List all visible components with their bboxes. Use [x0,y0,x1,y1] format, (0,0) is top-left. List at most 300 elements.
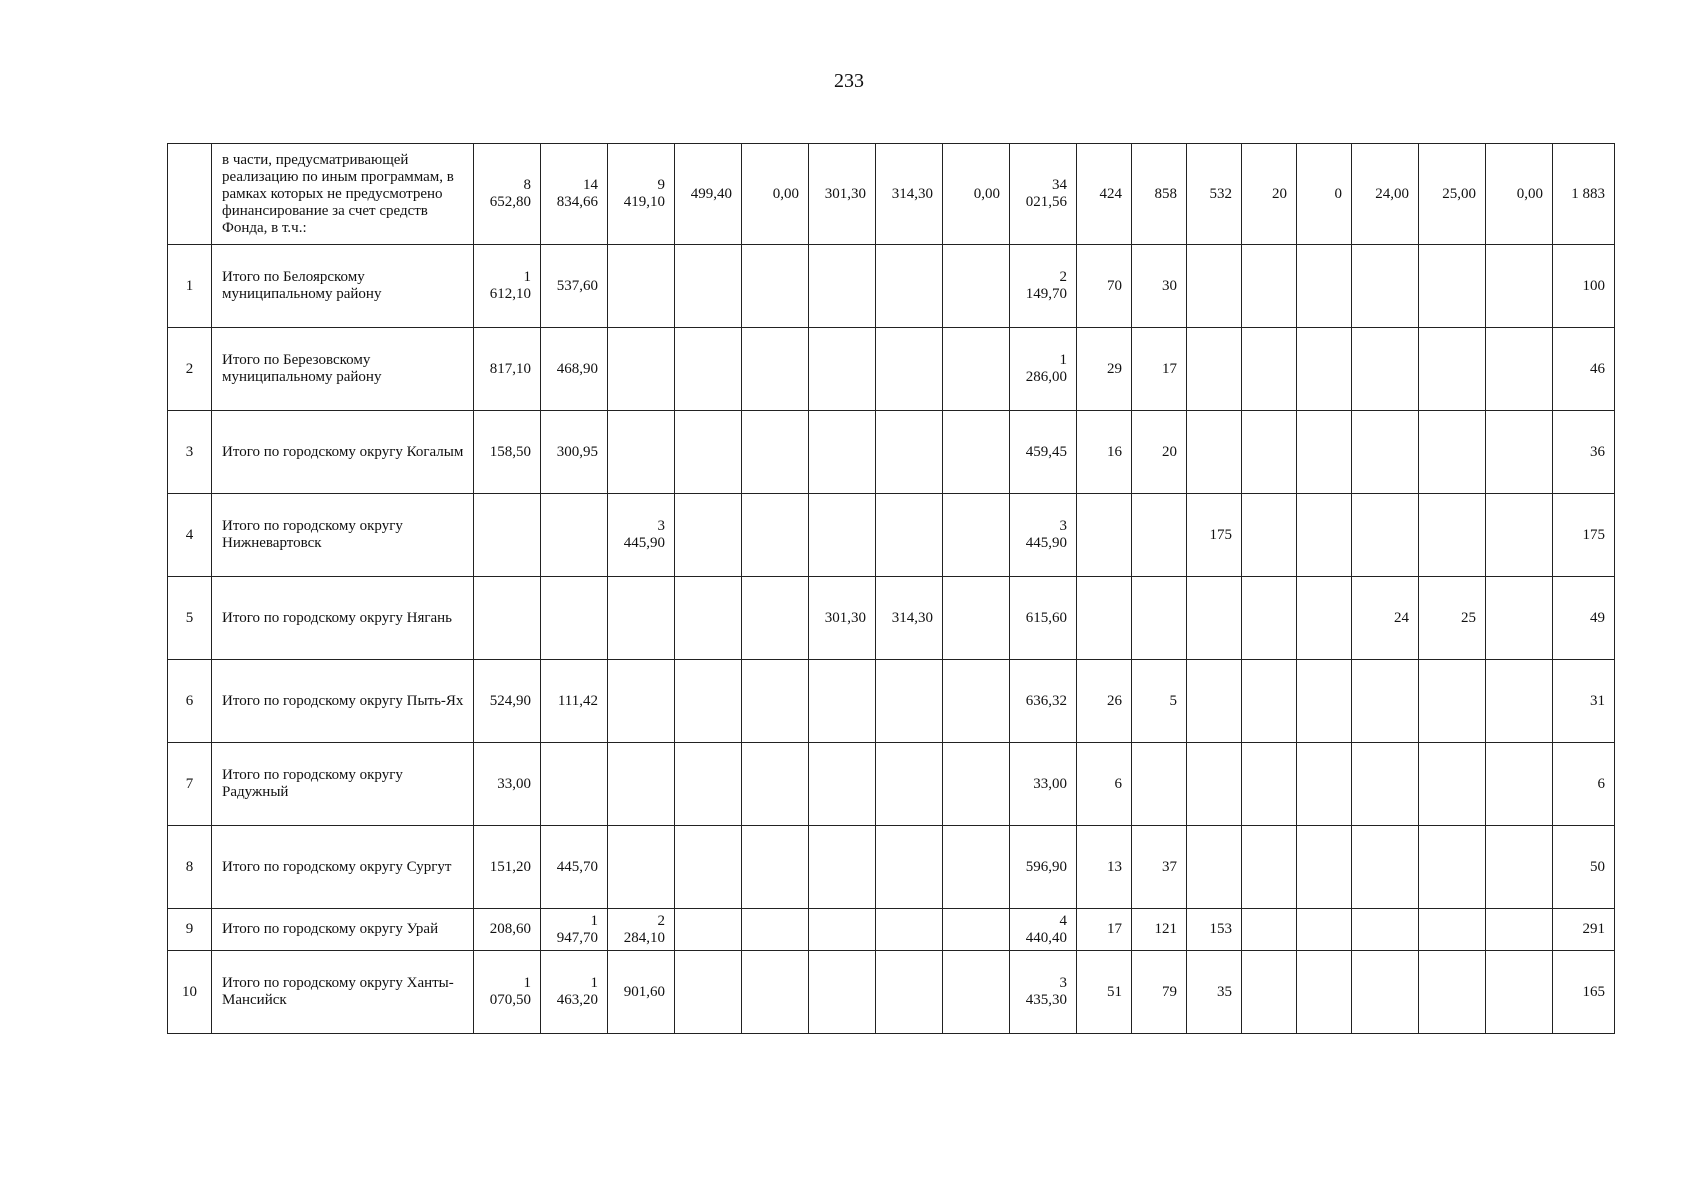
value-text: 532 [1209,185,1232,202]
value-cell-18 [1553,328,1615,411]
value-cell-8 [943,826,1010,909]
value-cell-5 [742,144,809,245]
value-text: 0,00 [1516,185,1543,202]
value-cell-14 [1297,411,1352,494]
value-cell-8 [943,411,1010,494]
value-cell-8 [943,909,1010,951]
value-text: 445,90 [623,535,665,551]
value-cell-3 [608,951,675,1034]
value-cell-9 [1010,826,1077,909]
value-cell-18 [1553,909,1615,951]
row-name: Итого по городскому округу Ханты-Мансийск [212,951,474,1034]
value-cell-12 [1187,951,1242,1034]
value-text: 1 883 [1571,185,1605,202]
value-cell-9 [1010,494,1077,577]
value-cell-14 [1297,144,1352,245]
value-text: 158,50 [489,443,531,460]
value-cell-18 [1553,660,1615,743]
value-cell-16 [1419,743,1486,826]
value-cell-2 [541,411,608,494]
value-cell-11 [1132,826,1187,909]
value-text: 1 [523,269,531,285]
value-text: 33,00 [497,775,531,792]
value-cell-11 [1132,909,1187,951]
value-text: 50 [1590,858,1605,875]
value-text: 20 [1272,185,1287,202]
value-cell-11 [1132,951,1187,1034]
value-cell-6 [809,826,876,909]
value-cell-7 [876,826,943,909]
value-cell-16 [1419,494,1486,577]
value-text: 29 [1107,360,1122,377]
value-cell-8 [943,743,1010,826]
value-cell-3 [608,909,675,951]
value-text: 25,00 [1442,185,1476,202]
value-cell-3 [608,245,675,328]
value-cell-2 [541,743,608,826]
value-cell-1 [474,909,541,951]
value-text: 153 [1209,921,1232,937]
value-cell-14 [1297,245,1352,328]
value-text: 2 [1059,269,1067,285]
value-cell-6 [809,660,876,743]
value-cell-12 [1187,245,1242,328]
value-cell-10 [1077,951,1132,1034]
value-cell-2 [541,577,608,660]
value-cell-9 [1010,660,1077,743]
value-text: 70 [1107,277,1122,294]
value-cell-7 [876,909,943,951]
value-text: 111,42 [557,692,598,709]
value-cell-8 [943,328,1010,411]
value-cell-15 [1352,909,1419,951]
value-cell-14 [1297,328,1352,411]
value-cell-18 [1553,144,1615,245]
value-cell-14 [1297,909,1352,951]
table-row [168,951,1615,1034]
value-text: 46 [1590,360,1605,377]
row-number: 8 [168,826,212,909]
value-cell-4 [675,743,742,826]
row-number: 9 [168,909,212,951]
value-text: 314,30 [891,185,933,202]
value-cell-7 [876,577,943,660]
value-text: 14 [583,177,598,193]
value-cell-5 [742,577,809,660]
value-cell-18 [1553,411,1615,494]
value-text: 17 [1162,360,1177,377]
value-cell-10 [1077,909,1132,951]
value-cell-3 [608,743,675,826]
value-cell-13 [1242,743,1297,826]
value-cell-6 [809,245,876,328]
value-cell-2 [541,245,608,328]
value-text: 947,70 [556,929,598,946]
value-cell-5 [742,826,809,909]
value-text: 16 [1107,443,1122,460]
value-cell-5 [742,411,809,494]
value-cell-7 [876,245,943,328]
value-text: 615,60 [1025,609,1067,626]
value-cell-5 [742,494,809,577]
value-cell-13 [1242,909,1297,951]
value-text: 817,10 [489,360,531,377]
value-cell-9 [1010,411,1077,494]
value-text: 30 [1162,277,1177,294]
value-text: 596,90 [1025,858,1067,875]
value-cell-6 [809,328,876,411]
value-cell-11 [1132,411,1187,494]
value-text: 424 [1099,185,1122,202]
value-cell-13 [1242,494,1297,577]
value-cell-2 [541,328,608,411]
value-cell-11 [1132,494,1187,577]
value-cell-10 [1077,743,1132,826]
value-cell-12 [1187,577,1242,660]
value-text: 499,40 [690,185,732,202]
value-cell-6 [809,411,876,494]
value-cell-12 [1187,411,1242,494]
value-cell-12 [1187,660,1242,743]
value-text: 151,20 [489,858,531,875]
value-cell-12 [1187,494,1242,577]
value-text: 468,90 [556,360,598,377]
value-cell-6 [809,144,876,245]
table-row [168,743,1615,826]
row-name: Итого по городскому округу Нижневартовск [212,494,474,577]
value-text: 314,30 [891,609,933,626]
row-number: 6 [168,660,212,743]
value-cell-10 [1077,577,1132,660]
value-cell-2 [541,826,608,909]
value-cell-7 [876,494,943,577]
value-text: 34 [1052,177,1067,193]
value-text: 291 [1582,921,1605,937]
value-cell-2 [541,909,608,951]
value-cell-7 [876,951,943,1034]
value-text: 445,70 [556,858,598,875]
value-text: 459,45 [1025,443,1067,460]
value-cell-17 [1486,494,1553,577]
value-text: 24 [1394,609,1409,626]
value-text: 2 [657,912,665,929]
value-cell-4 [675,826,742,909]
value-text: 652,80 [489,194,531,210]
row-name: Итого по городскому округу Урай [212,909,474,951]
value-text: 0,00 [973,185,1000,202]
value-cell-11 [1132,743,1187,826]
row-number: 1 [168,245,212,328]
value-cell-6 [809,577,876,660]
value-text: 51 [1107,983,1122,1000]
value-cell-4 [675,577,742,660]
value-text: 6 [1597,775,1605,792]
row-name: в части, предусматривающей реализацию по иным программам, в рамках которых не предусмотрено финансирование за счет средств Фонда, в т.ч.: [212,144,474,245]
value-cell-14 [1297,660,1352,743]
value-cell-14 [1297,577,1352,660]
value-cell-15 [1352,743,1419,826]
value-cell-8 [943,660,1010,743]
value-cell-16 [1419,660,1486,743]
value-text: 36 [1590,443,1605,460]
value-text: 1 [590,912,598,929]
value-text: 175 [1582,526,1605,543]
value-cell-12 [1187,328,1242,411]
value-cell-12 [1187,743,1242,826]
value-text: 858 [1154,185,1177,202]
value-text: 286,00 [1025,369,1067,385]
value-cell-17 [1486,743,1553,826]
value-cell-6 [809,909,876,951]
value-cell-3 [608,328,675,411]
summary-row [168,144,1615,245]
value-cell-3 [608,144,675,245]
value-cell-2 [541,951,608,1034]
row-number [168,144,212,245]
value-cell-17 [1486,577,1553,660]
value-cell-4 [675,909,742,951]
value-cell-9 [1010,951,1077,1034]
value-cell-6 [809,951,876,1034]
value-text: 3 [1059,975,1067,991]
value-cell-18 [1553,826,1615,909]
value-cell-1 [474,951,541,1034]
value-cell-14 [1297,494,1352,577]
value-cell-5 [742,909,809,951]
row-number: 3 [168,411,212,494]
value-cell-15 [1352,144,1419,245]
value-cell-17 [1486,328,1553,411]
value-cell-14 [1297,743,1352,826]
value-text: 901,60 [623,983,665,1000]
value-text: 524,90 [489,692,531,709]
value-text: 100 [1582,277,1605,294]
value-text: 445,90 [1025,535,1067,551]
value-text: 1 [523,975,531,991]
row-number: 10 [168,951,212,1034]
funding-table [167,143,1615,1034]
value-cell-10 [1077,144,1132,245]
value-cell-18 [1553,577,1615,660]
row-name: Итого по городскому округу Пыть-Ях [212,660,474,743]
value-cell-8 [943,577,1010,660]
table-row [168,909,1615,951]
value-cell-15 [1352,577,1419,660]
value-cell-8 [943,494,1010,577]
value-cell-6 [809,494,876,577]
value-cell-8 [943,951,1010,1034]
table-row [168,826,1615,909]
value-cell-4 [675,144,742,245]
value-cell-1 [474,660,541,743]
page-number: 233 [834,70,864,92]
value-text: 35 [1217,983,1232,1000]
value-cell-13 [1242,951,1297,1034]
value-cell-13 [1242,577,1297,660]
value-cell-1 [474,411,541,494]
value-text: 79 [1162,983,1177,1000]
value-text: 149,70 [1025,286,1067,302]
value-text: 440,40 [1025,929,1067,946]
value-text: 208,60 [489,921,531,937]
value-cell-1 [474,743,541,826]
value-cell-10 [1077,411,1132,494]
value-text: 175 [1209,526,1232,543]
value-text: 0 [1334,185,1342,202]
value-text: 070,50 [489,992,531,1008]
value-text: 612,10 [489,286,531,302]
value-cell-9 [1010,328,1077,411]
value-cell-2 [541,494,608,577]
value-cell-11 [1132,245,1187,328]
value-cell-13 [1242,328,1297,411]
value-cell-8 [943,144,1010,245]
value-cell-13 [1242,144,1297,245]
value-cell-3 [608,577,675,660]
value-cell-15 [1352,411,1419,494]
value-cell-18 [1553,245,1615,328]
value-text: 021,56 [1025,194,1067,210]
value-cell-11 [1132,577,1187,660]
value-text: 300,95 [556,443,598,460]
value-text: 121 [1154,921,1177,937]
table-row [168,328,1615,411]
value-cell-4 [675,411,742,494]
value-cell-1 [474,494,541,577]
value-text: 0,00 [772,185,799,202]
row-number: 7 [168,743,212,826]
value-cell-15 [1352,826,1419,909]
value-text: 1 [1059,352,1067,368]
value-cell-16 [1419,826,1486,909]
value-cell-13 [1242,660,1297,743]
value-text: 301,30 [824,609,866,626]
value-cell-3 [608,826,675,909]
value-cell-12 [1187,909,1242,951]
value-text: 435,30 [1025,992,1067,1008]
value-cell-15 [1352,494,1419,577]
value-cell-5 [742,660,809,743]
value-cell-5 [742,245,809,328]
value-cell-16 [1419,951,1486,1034]
value-cell-1 [474,328,541,411]
value-cell-18 [1553,494,1615,577]
value-cell-7 [876,411,943,494]
value-cell-6 [809,743,876,826]
value-cell-1 [474,245,541,328]
value-cell-10 [1077,245,1132,328]
value-text: 17 [1107,921,1122,937]
value-cell-7 [876,660,943,743]
value-cell-11 [1132,660,1187,743]
row-name: Итого по городскому округу Когалым [212,411,474,494]
table-body [168,144,1615,1034]
value-text: 3 [1059,518,1067,534]
value-cell-15 [1352,245,1419,328]
value-cell-4 [675,494,742,577]
value-cell-9 [1010,577,1077,660]
value-cell-15 [1352,660,1419,743]
value-text: 6 [1114,775,1122,792]
value-cell-16 [1419,245,1486,328]
value-text: 31 [1590,692,1605,709]
table-row [168,660,1615,743]
value-cell-10 [1077,494,1132,577]
value-cell-18 [1553,743,1615,826]
value-cell-9 [1010,245,1077,328]
table-row [168,411,1615,494]
value-text: 4 [1059,912,1067,929]
row-number: 4 [168,494,212,577]
value-cell-16 [1419,411,1486,494]
value-cell-17 [1486,826,1553,909]
value-cell-10 [1077,660,1132,743]
value-cell-3 [608,494,675,577]
value-cell-17 [1486,909,1553,951]
value-text: 165 [1582,983,1605,1000]
value-cell-15 [1352,328,1419,411]
value-text: 463,20 [556,992,598,1008]
value-cell-7 [876,144,943,245]
value-cell-4 [675,660,742,743]
value-text: 834,66 [556,194,598,210]
value-cell-4 [675,951,742,1034]
row-name: Итого по городскому округу Радужный [212,743,474,826]
value-text: 3 [657,518,665,534]
value-cell-4 [675,245,742,328]
value-cell-13 [1242,245,1297,328]
value-cell-17 [1486,411,1553,494]
value-text: 49 [1590,609,1605,626]
value-cell-1 [474,826,541,909]
table-row [168,494,1615,577]
value-text: 13 [1107,858,1122,875]
value-cell-5 [742,951,809,1034]
value-cell-8 [943,245,1010,328]
value-cell-3 [608,411,675,494]
value-cell-5 [742,743,809,826]
table-row [168,577,1615,660]
value-cell-16 [1419,144,1486,245]
value-text: 1 [590,975,598,991]
value-cell-3 [608,660,675,743]
value-cell-11 [1132,144,1187,245]
value-cell-10 [1077,826,1132,909]
row-name: Итого по городскому округу Сургут [212,826,474,909]
value-cell-7 [876,328,943,411]
row-name: Итого по Белоярскому муниципальному району [212,245,474,328]
value-cell-1 [474,144,541,245]
value-cell-13 [1242,411,1297,494]
value-cell-12 [1187,826,1242,909]
value-cell-5 [742,328,809,411]
value-cell-9 [1010,743,1077,826]
value-text: 25 [1461,609,1476,626]
value-cell-2 [541,144,608,245]
value-cell-16 [1419,577,1486,660]
row-name: Итого по Березовскому муниципальному району [212,328,474,411]
value-cell-17 [1486,951,1553,1034]
value-text: 26 [1107,692,1122,709]
value-text: 301,30 [824,185,866,202]
value-cell-16 [1419,909,1486,951]
value-cell-7 [876,743,943,826]
value-text: 284,10 [623,929,665,946]
value-cell-17 [1486,144,1553,245]
value-cell-18 [1553,951,1615,1034]
value-cell-12 [1187,144,1242,245]
value-text: 20 [1162,443,1177,460]
